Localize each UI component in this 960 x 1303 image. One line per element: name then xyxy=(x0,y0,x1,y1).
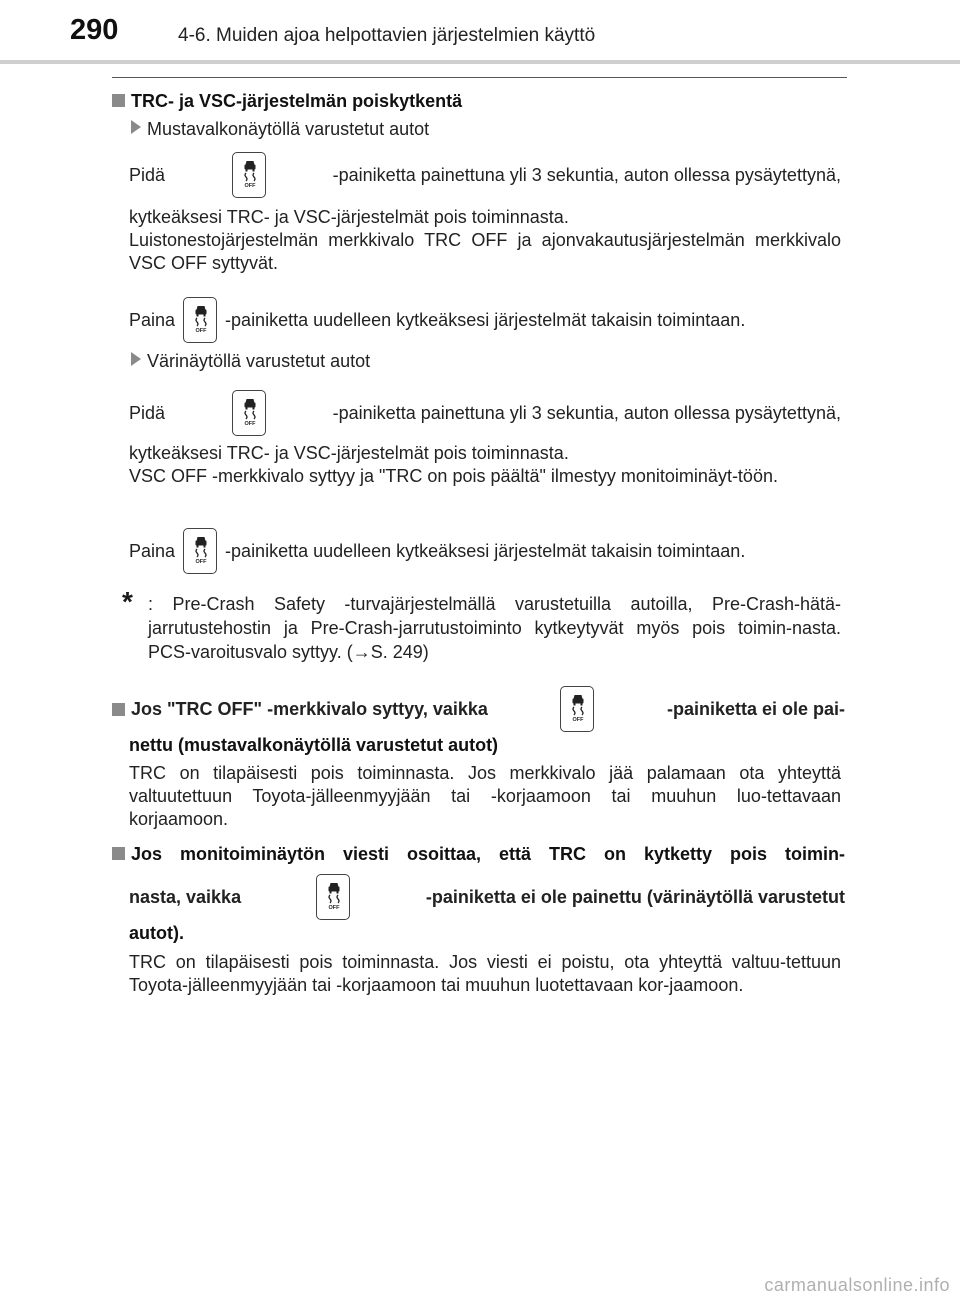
vsc-off-button-icon xyxy=(232,152,266,198)
instruction-line xyxy=(129,389,841,437)
instruction-text: Paina xyxy=(129,540,176,561)
vsc-off-button-icon xyxy=(183,528,217,574)
svg-text:OFF: OFF xyxy=(328,905,340,911)
page-number: 290 xyxy=(70,14,119,46)
instruction-text: -painiketta painettuna yli 3 sekuntia, auton ollessa pysäytettynä, xyxy=(332,164,841,185)
chapter-title: 4-6. Muiden ajoa helpottavien järjestelmien käyttö xyxy=(178,25,596,46)
section-heading-text: TRC- ja VSC-järjestelmän poiskytkentä xyxy=(131,91,463,111)
svg-text:OFF: OFF xyxy=(572,717,584,723)
instruction-text: -painiketta painettuna yli 3 sekuntia, auton ollessa pysäytettynä, xyxy=(332,402,841,423)
instruction-paragraph: kytkeäksesi TRC- ja VSC-järjestelmät pois toiminnasta. VSC OFF -merkkivalo syttyy ja "TRC on pois päältä" ilmestyy monitoiminäyt-töön. xyxy=(129,443,778,486)
section-heading-text: -painiketta ei ole painettu (värinäytöllä varustetut xyxy=(425,886,845,907)
vsc-off-button-icon xyxy=(560,686,594,732)
section-heading-trc-vsc-off xyxy=(112,91,462,112)
footnote-text: : Pre-Crash Safety -turvajärjestelmällä varustetuilla autoilla, Pre-Crash-hätä-jarrutustehostin ja Pre-Crash-jarrutustoiminto kytkeytyvät myös pois toimin-nasta. PCS-varoitusvalo syttyy. (→S. 249) xyxy=(148,594,841,662)
instruction-line xyxy=(129,527,841,575)
watermark: carmanualsonline.info xyxy=(764,1275,950,1295)
section-body: TRC on tilapäisesti pois toiminnasta. Jos viesti ei poistu, ota yhteyttä valtuu-tettuun Toyota-jälleenmyyjään tai -korjaamoon tai muuhun luotettavaan kor-jaamoon. xyxy=(129,952,841,995)
instruction-paragraph: kytkeäksesi TRC- ja VSC-järjestelmät pois toiminnasta. Luistonestojärjestelmän merkkivalo TRC OFF ja ajonvakautusjärjestelmän merkkivalo VSC OFF syttyvät. xyxy=(129,207,841,273)
section-body: TRC on tilapäisesti pois toiminnasta. Jos merkkivalo jää palamaan ota yhteyttä valtuutettuun Toyota-jälleenmyyjään tai -korjaamoon tai muuhun luo-tettavaan korjaamoon. xyxy=(129,763,841,829)
section-heading-text: Jos "TRC OFF" -merkkivalo syttyy, vaikka xyxy=(131,698,488,719)
subheading-mono-display xyxy=(131,119,429,140)
section-heading-monitor-message xyxy=(112,844,845,865)
instruction-line xyxy=(129,151,841,199)
svg-text:OFF: OFF xyxy=(244,183,256,189)
section-heading-line: autot). xyxy=(129,923,184,943)
vsc-off-button-icon xyxy=(316,874,350,920)
instruction-text: -painiketta uudelleen kytkeäksesi järjestelmät takaisin toimintaan. xyxy=(225,309,746,330)
section-heading-trc-off-lamp xyxy=(112,685,845,733)
section-heading-text: -painiketta ei ole pai- xyxy=(666,698,845,719)
triangle-bullet-icon xyxy=(131,352,141,366)
instruction-text: Pidä xyxy=(129,402,166,423)
vsc-off-button-icon xyxy=(232,390,266,436)
subheading-text: Mustavalkonäytöllä varustetut autot xyxy=(147,119,430,139)
subheading-text: Värinäytöllä varustetut autot xyxy=(147,351,371,371)
svg-text:OFF: OFF xyxy=(195,328,207,334)
footnote-marker: * xyxy=(122,586,133,617)
section-heading-text: Jos monitoiminäytön viesti osoittaa, että TRC on kytketty pois toimin- xyxy=(131,844,845,864)
square-bullet-icon xyxy=(112,847,125,860)
svg-text:OFF: OFF xyxy=(195,559,207,565)
instruction-text: Pidä xyxy=(129,164,166,185)
instruction-text: -painiketta uudelleen kytkeäksesi järjestelmät takaisin toimintaan. xyxy=(225,540,746,561)
vsc-off-button-icon xyxy=(183,297,217,343)
content-divider xyxy=(112,77,847,78)
triangle-bullet-icon xyxy=(131,120,141,134)
section-heading-line xyxy=(129,873,845,921)
subheading-color-display xyxy=(131,351,370,372)
section-heading-line: nettu (mustavalkonäytöllä varustetut autot) xyxy=(129,735,499,755)
svg-text:OFF: OFF xyxy=(244,421,256,427)
instruction-text: Paina xyxy=(129,309,176,330)
section-heading-text: nasta, vaikka xyxy=(129,886,242,907)
square-bullet-icon xyxy=(112,703,125,716)
instruction-line xyxy=(129,296,841,344)
header-divider xyxy=(0,60,960,64)
square-bullet-icon xyxy=(112,94,125,107)
